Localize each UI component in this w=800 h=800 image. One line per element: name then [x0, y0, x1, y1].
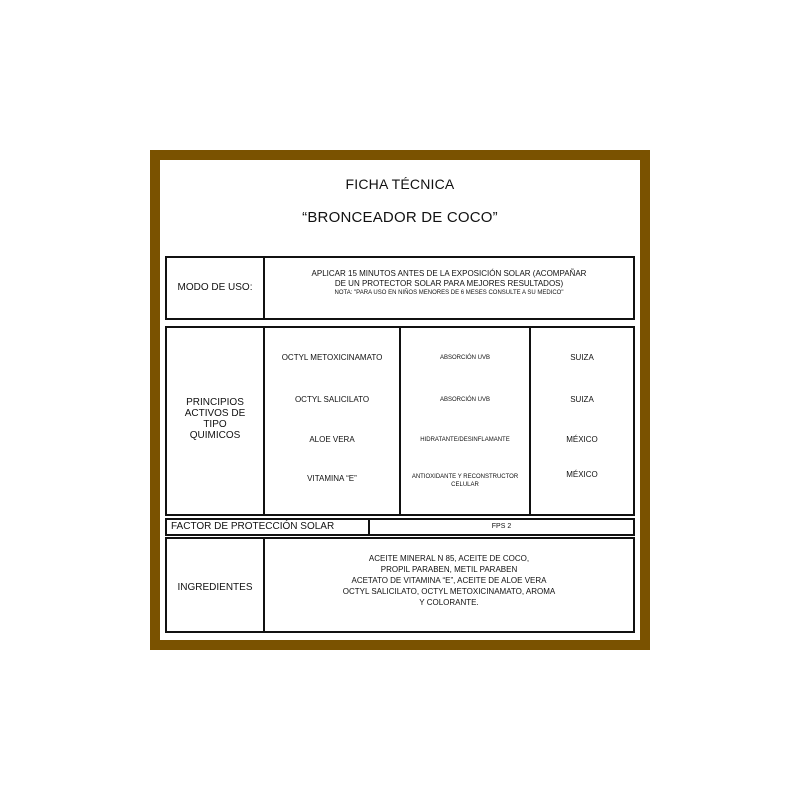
modo-de-uso-label: MODO DE USO:	[177, 282, 253, 293]
ingredient-function: HIDRATANTE/DESINFLAMANTE	[420, 437, 510, 443]
ingredient-name: VITAMINA “E”	[307, 474, 357, 483]
ingredientes-list	[265, 553, 633, 608]
ingredientes-line: ACEITE MINERAL N 85, ACEITE DE COCO,	[368, 554, 530, 563]
ingredient-origin: MÉXICO	[566, 435, 598, 444]
principios-label-line: QUIMICOS	[189, 430, 241, 441]
ingredient-function: CELULAR	[451, 482, 479, 488]
principios-label-line: PRINCIPIOS	[186, 397, 244, 408]
ingredientes-line: PROPIL PARABEN, METIL PARABEN	[380, 565, 518, 574]
ingredient-function: ABSORCIÓN UVB	[439, 355, 490, 361]
ingredient-name: OCTYL SALICILATO	[294, 395, 370, 404]
ingredient-origin: SUIZA	[570, 395, 594, 404]
ingredient-name: ALOE VERA	[309, 435, 355, 444]
modo-de-uso-line1: APLICAR 15 MINUTOS ANTES DE LA EXPOSICIÓN SOLAR (ACOMPAÑAR	[311, 269, 587, 278]
ingredient-function: ABSORCIÓN UVB	[439, 397, 490, 403]
fps-label: FACTOR DE PROTECCIÓN SOLAR	[171, 521, 335, 532]
principios-label	[167, 397, 263, 441]
product-name: “BRONCEADOR DE COCO”	[302, 209, 498, 226]
modo-de-uso-note: NOTA: "PARA USO EN NIÑOS MENORES DE 6 MESES CONSULTE A SU MEDICO"	[334, 290, 564, 296]
fps-value: FPS 2	[491, 523, 512, 530]
page-title: FICHA TÉCNICA	[345, 176, 455, 192]
principios-label-line: ACTIVOS DE	[184, 408, 246, 419]
ingredientes-line: Y COLORANTE.	[419, 598, 479, 607]
ingredientes-label: INGREDIENTES	[177, 582, 253, 593]
ingredient-function: ANTIOXIDANTE Y RECONSTRUCTOR	[411, 474, 519, 480]
ingredient-origin: MÉXICO	[566, 470, 598, 479]
ingredientes-line: OCTYL SALICILATO, OCTYL METOXICINAMATO, AROMA	[342, 587, 556, 596]
ingredient-name: OCTYL METOXICINAMATO	[281, 353, 383, 362]
ingredientes-line: ACETATO DE VITAMINA “E”, ACEITE DE ALOE VERA	[351, 576, 547, 585]
principios-label-line: TIPO	[203, 419, 227, 430]
ingredient-origin: SUIZA	[570, 353, 594, 362]
modo-de-uso-line2: DE UN PROTECTOR SOLAR PARA MEJORES RESULTADOS)	[334, 279, 564, 288]
